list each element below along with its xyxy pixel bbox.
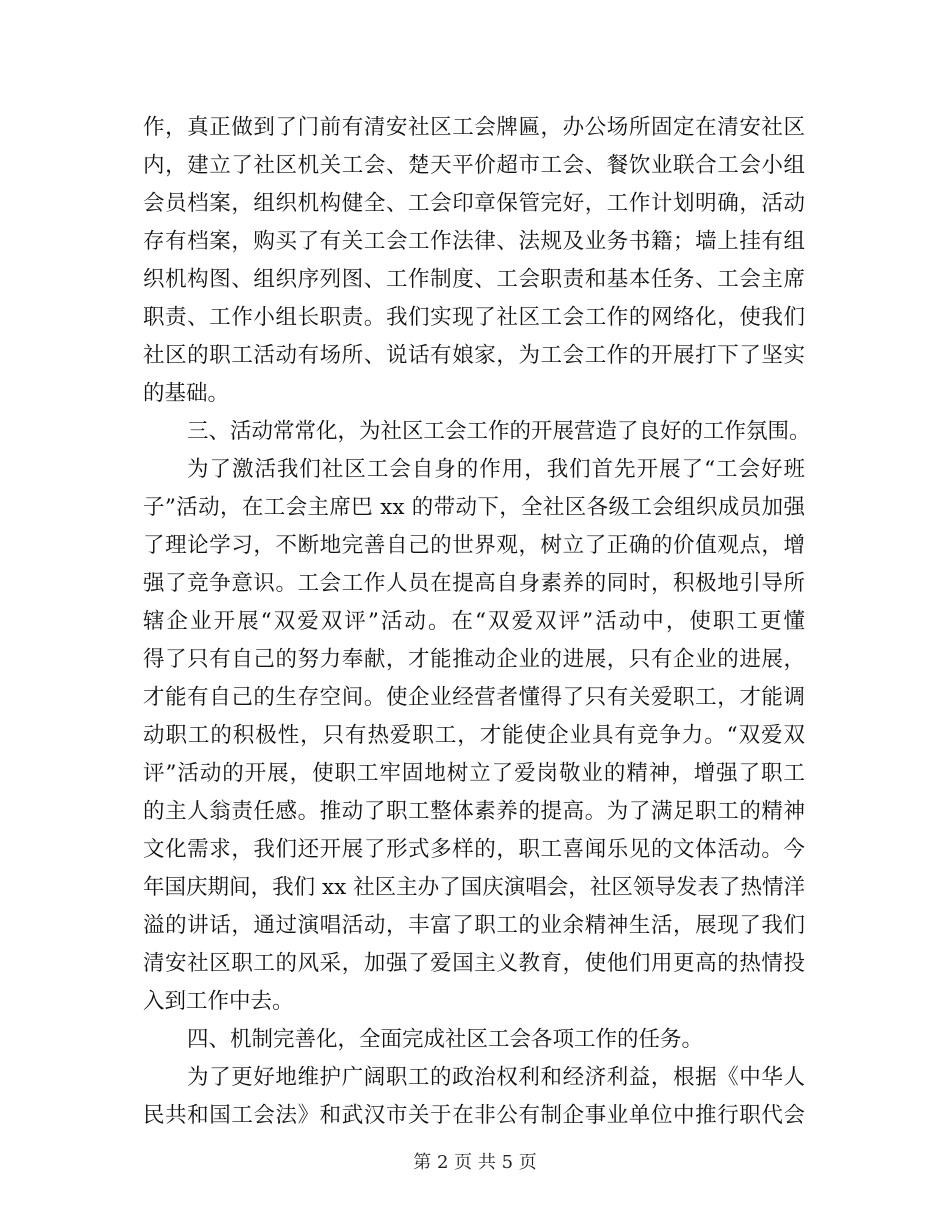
text-line: 溢的讲话，通过演唱活动，丰富了职工的业余精神生活，展现了我们 — [143, 913, 805, 938]
page-number-footer: 第 2 页 共 5 页 — [413, 1152, 537, 1173]
text-line: 社区的职工活动有场所、说话有娘家，为工会工作的开展打下了坚实 — [143, 343, 805, 368]
text-line: 才能有自己的生存空间。使企业经营者懂得了只有关爱职工，才能调 — [143, 685, 805, 710]
section-heading: 三、活动常常化，为社区工会工作的开展营造了良好的工作氛围。 — [187, 419, 811, 444]
text-line: 织机构图、组织序列图、工作制度、工会职责和基本任务、工会主席 — [143, 267, 805, 292]
text-line: 评”活动的开展，使职工牢固地树立了爱岗敬业的精神，增强了职工 — [143, 761, 805, 786]
text-line: 作，真正做到了门前有清安社区工会牌匾，办公场所固定在清安社区 — [143, 115, 805, 140]
text-line: 的主人翁责任感。推动了职工整体素养的提高。为了满足职工的精神 — [143, 799, 805, 824]
text-line: 职责、工作小组长职责。我们实现了社区工会工作的网络化，使我们 — [143, 305, 805, 330]
text-line: 动职工的积极性，只有热爱职工，才能使企业具有竞争力。“双爱双 — [143, 723, 805, 748]
text-line: 的基础。 — [143, 381, 230, 406]
text-line: 辖企业开展“双爱双评”活动。在“双爱双评”活动中，使职工更懂 — [143, 609, 805, 634]
text-line: 入到工作中去。 — [143, 989, 294, 1014]
text-line: 民共和国工会法》和武汉市关于在非公有制企事业单位中推行职代会 — [143, 1103, 805, 1128]
text-line: 为了更好地维护广阔职工的政治权利和经济利益，根据《中华人 — [187, 1065, 805, 1090]
text-line: 年国庆期间，我们 xx 社区主办了国庆演唱会，社区领导发表了热情洋 — [143, 875, 805, 900]
document-body — [143, 109, 811, 1135]
text-line: 强了竞争意识。工会工作人员在提高自身素养的同时，积极地引导所 — [143, 571, 805, 596]
section-heading: 四、机制完善化，全面完成社区工会各项工作的任务。 — [187, 1027, 704, 1052]
text-line: 了理论学习，不断地完善自己的世界观，树立了正确的价值观点，增 — [143, 533, 805, 558]
text-line: 存有档案，购买了有关工会工作法律、法规及业务书籍；墙上挂有组 — [143, 229, 805, 254]
text-line: 得了只有自己的努力奉献，才能推动企业的进展，只有企业的进展， — [143, 647, 805, 672]
text-line: 会员档案，组织机构健全、工会印章保管完好，工作计划明确，活动 — [143, 191, 805, 216]
text-line: 子”活动，在工会主席巴 xx 的带动下，全社区各级工会组织成员加强 — [143, 495, 805, 520]
text-line: 清安社区职工的风采，加强了爱国主义教育，使他们用更高的热情投 — [143, 951, 805, 976]
text-line: 文化需求，我们还开展了形式多样的，职工喜闻乐见的文体活动。今 — [143, 837, 805, 862]
text-line: 为了激活我们社区工会自身的作用，我们首先开展了“工会好班 — [187, 457, 805, 482]
text-line: 内，建立了社区机关工会、楚天平价超市工会、餐饮业联合工会小组 — [143, 153, 805, 178]
